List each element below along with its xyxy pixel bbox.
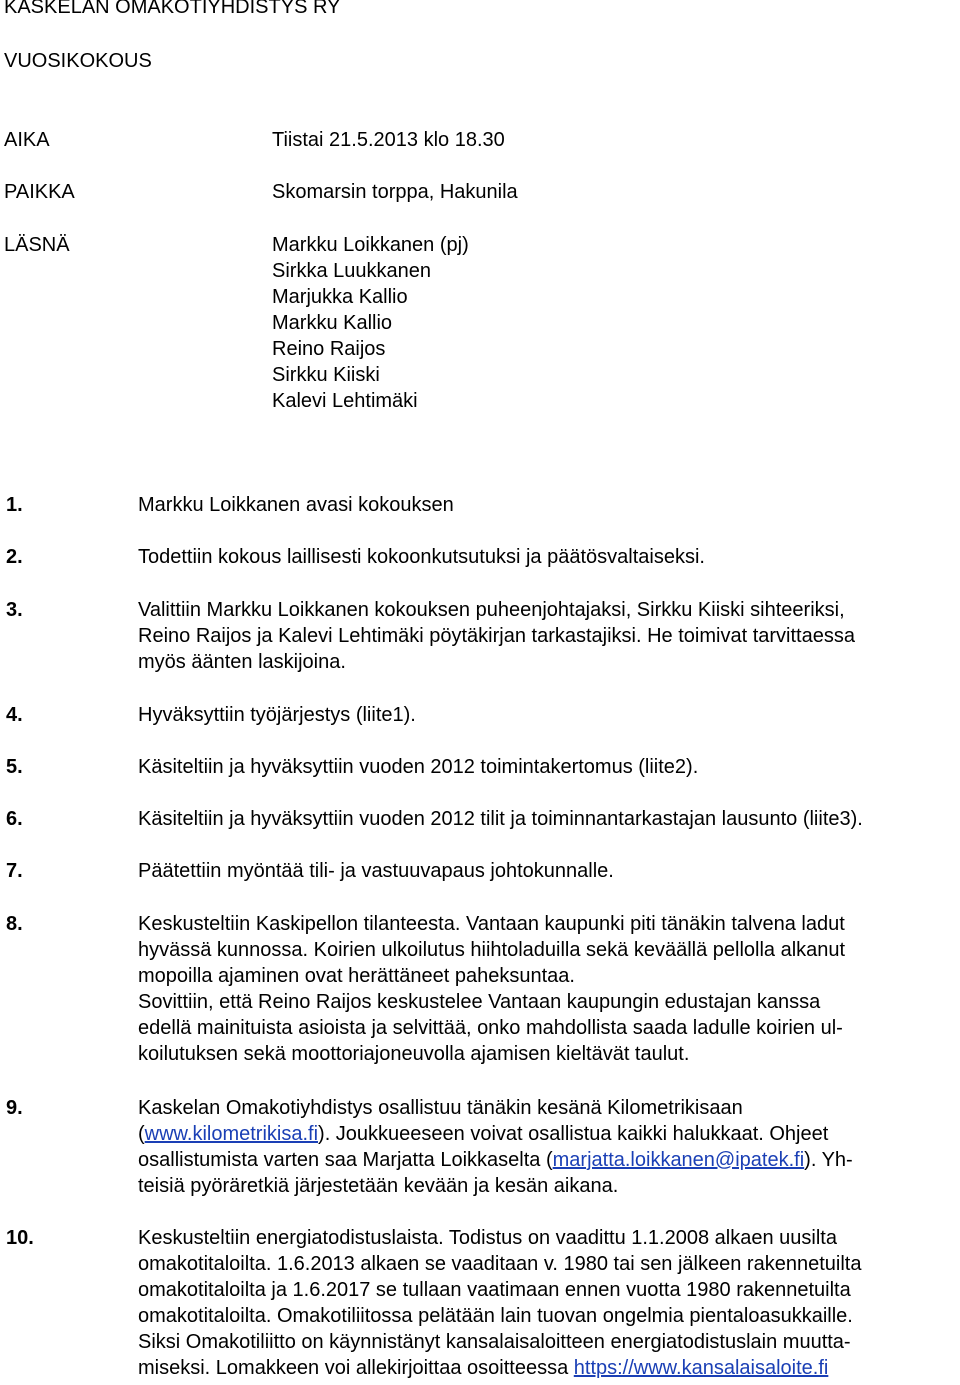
item-text: Käsiteltiin ja hyväksyttiin vuoden 2012 tilit ja toiminnantarkastajan lausunto (liite3). [138,808,863,830]
item-text: Käsiteltiin ja hyväksyttiin vuoden 2012 toimintakertomus (liite2). [138,756,699,778]
item-text: Todettiin kokous laillisesti kokoonkutsutuksi ja päätösvaltaiseksi. [138,546,705,568]
item-text-line: Siksi Omakotiliitto on käynnistänyt kansalaisaloitteen energiatodistuslain muutta- [138,1331,851,1353]
item-number: 2. [6,546,23,568]
place-value: Skomarsin torppa, Hakunila [272,181,518,203]
text-segment: miseksi. Lomakkeen voi allekirjoittaa osoitteessa [138,1357,574,1379]
item-text-line [138,1121,828,1147]
item-number: 4. [6,704,23,726]
item-text-line: teisiä pyöräretkiä järjestetään kevään ja kesän aikana. [138,1175,619,1197]
item-text-line: myös äänten laskijoina. [138,651,346,673]
item-number: 1. [6,494,23,516]
text-segment: ). Joukkueeseen voivat osallistua kaikki halukkaat. Ohjeet [318,1123,829,1145]
text-segment: ). Yh- [804,1149,853,1171]
item-text-line: omakotitaloilta. 1.6.2013 alkaen se vaaditaan v. 1980 tai sen jälkeen rakennetuilta [138,1253,862,1275]
item-text-line: Keskusteltiin energiatodistuslaista. Todistus on vaadittu 1.1.2008 alkaen uusilta [138,1227,837,1249]
item-text: Markku Loikkanen avasi kokouksen [138,494,454,516]
item-number: 5. [6,756,23,778]
email-link[interactable]: marjatta.loikkanen@ipatek.fi [552,1149,805,1171]
item-text-line: mopoilla ajaminen ovat herättäneet paheksuntaa. [138,965,575,987]
attendee: Marjukka Kallio [272,286,408,308]
text-segment: ( [138,1123,145,1145]
attendee: Markku Loikkanen (pj) [272,234,469,256]
item-text-line: edellä mainituista asioista ja selvittää, onko mahdollista saada ladulle koirien ul- [138,1017,843,1039]
item-text-line [138,1147,853,1173]
item-text-line: koilutuksen sekä moottoriajoneuvolla ajamisen kieltävät taulut. [138,1043,690,1065]
attendee: Markku Kallio [272,312,393,334]
item-text-line: Kaskelan Omakotiyhdistys osallistuu tänäkin kesänä Kilometrikisaan [138,1097,743,1119]
item-text-line [138,1355,828,1381]
item-number: 7. [6,860,23,882]
item-text-line: omakotitaloilta. Omakotiliitossa pelätään lain tuovan ongelmia pientaloasukkaille. [138,1305,853,1327]
item-text-line: Reino Raijos ja Kalevi Lehtimäki pöytäkirjan tarkastajiksi. He toimivat tarvittaessa [138,625,855,647]
attendee: Sirkka Luukkanen [272,260,431,282]
kilometrikisa-link[interactable]: www.kilometrikisa.fi [144,1123,319,1145]
item-text-line: Valittiin Markku Loikkanen kokouksen puheenjohtajaksi, Sirkku Kiiski sihteeriksi, [138,599,845,621]
item-text-line: Keskusteltiin Kaskipellon tilanteesta. Vantaan kaupunki piti tänäkin talvena ladut [138,913,845,935]
kansalaisaloite-link[interactable]: https://www.kansalaisaloite.fi [573,1357,829,1379]
item-text: Hyväksyttiin työjärjestys (liite1). [138,704,416,726]
attendee: Sirkku Kiiski [272,364,380,386]
item-number: 3. [6,599,23,621]
meeting-type: VUOSIKOKOUS [4,50,152,72]
text-segment: osallistumista varten saa Marjatta Loikkaselta ( [138,1149,553,1171]
item-text-line: Sovittiin, että Reino Raijos keskustelee Vantaan kaupungin edustajan kanssa [138,991,821,1013]
present-label: LÄSNÄ [4,234,70,256]
item-number: 8. [6,913,23,935]
item-number: 10. [6,1227,34,1249]
time-value: Tiistai 21.5.2013 klo 18.30 [272,129,505,151]
attendee: Reino Raijos [272,338,386,360]
item-text-line: hyvässä kunnossa. Koirien ulkoilutus hiihtoladuilla sekä keväällä pellolla alkanut [138,939,846,961]
item-number: 6. [6,808,23,830]
item-text: Päätettiin myöntää tili- ja vastuuvapaus johtokunnalle. [138,860,614,882]
association-title: KASKELAN OMAKOTIYHDISTYS RY [4,0,341,18]
place-label: PAIKKA [4,181,75,203]
item-number: 9. [6,1097,23,1119]
item-text-line: omakotitaloilta ja 1.6.2017 se tullaan vaatimaan ennen vuotta 1980 rakennetuilta [138,1279,851,1301]
time-label: AIKA [4,129,50,151]
attendee: Kalevi Lehtimäki [272,390,418,412]
